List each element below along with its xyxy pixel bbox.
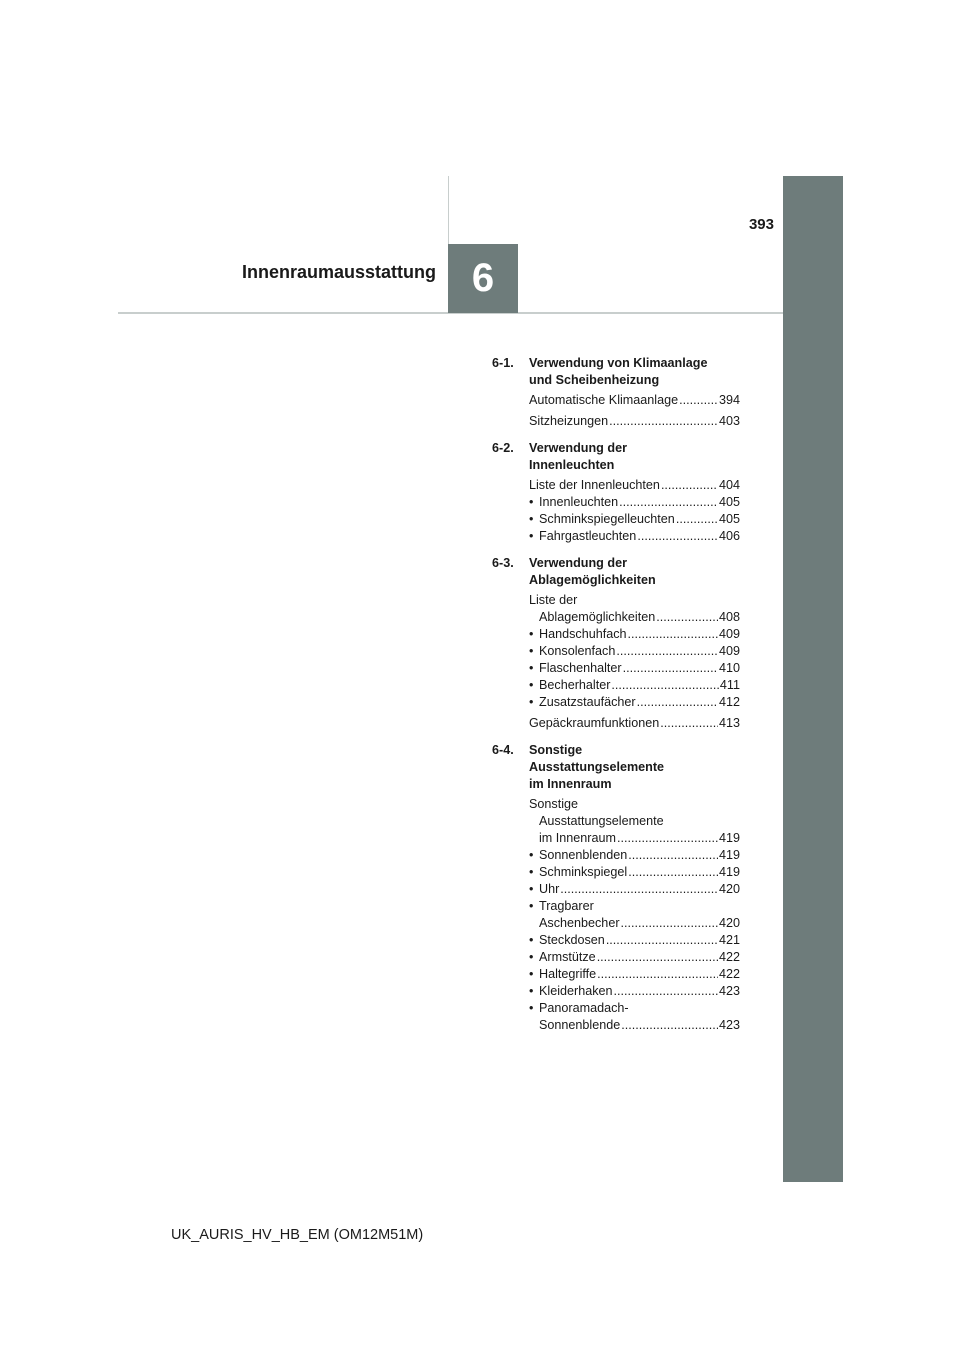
entry-label: Innenleuchten bbox=[539, 495, 619, 509]
entry-page: 411 bbox=[719, 678, 740, 692]
toc-section-6-2 bbox=[492, 440, 740, 545]
entry-label: Steckdosen bbox=[539, 933, 605, 947]
entry-page: 405 bbox=[718, 512, 740, 526]
entry-label: Liste der Innenleuchten bbox=[529, 478, 660, 492]
entry-label: Konsolenfach bbox=[539, 644, 616, 658]
entry-page: 413 bbox=[718, 716, 740, 730]
entry-label: Haltegriffe bbox=[539, 967, 597, 981]
dot-leader bbox=[623, 660, 718, 677]
dot-leader bbox=[619, 494, 718, 511]
section-number: 6-2. bbox=[492, 441, 514, 455]
entry-page: 419 bbox=[718, 865, 740, 879]
dot-leader bbox=[628, 864, 718, 881]
entry-label: Flaschenhalter bbox=[539, 661, 622, 675]
dot-leader bbox=[637, 694, 718, 711]
section-heading bbox=[492, 742, 740, 793]
entry-page: 404 bbox=[718, 478, 740, 492]
entry-label: Kleiderhaken bbox=[539, 984, 613, 998]
bullet-icon: • bbox=[529, 848, 534, 862]
dot-leader bbox=[660, 715, 718, 732]
section-number: 6-3. bbox=[492, 556, 514, 570]
toc-subentry[interactable] bbox=[529, 949, 740, 966]
toc-subentry[interactable] bbox=[529, 983, 740, 1000]
toc-entry[interactable] bbox=[529, 592, 740, 711]
entry-page: 408 bbox=[718, 610, 740, 624]
bullet-icon: • bbox=[529, 627, 534, 641]
section-title: Ablagemöglichkeiten bbox=[529, 573, 656, 587]
section-number: 6-4. bbox=[492, 743, 514, 757]
section-number: 6-1. bbox=[492, 356, 514, 370]
entry-page: 423 bbox=[718, 1018, 740, 1032]
table-of-contents bbox=[492, 355, 740, 1034]
entry-label: Schminkspiegel bbox=[539, 865, 628, 879]
section-heading bbox=[492, 355, 740, 389]
bullet-icon: • bbox=[529, 865, 534, 879]
entry-label: Gepäckraumfunktionen bbox=[529, 716, 660, 730]
bullet-icon: • bbox=[529, 933, 534, 947]
entry-label-line: Ausstattungselemente bbox=[539, 814, 664, 828]
toc-subentry[interactable] bbox=[529, 1000, 740, 1034]
chapter-number: 6 bbox=[471, 256, 495, 300]
entry-label: Ablagemöglichkeiten bbox=[539, 610, 656, 624]
dot-leader bbox=[606, 932, 718, 949]
bullet-icon: • bbox=[529, 984, 534, 998]
section-title: Verwendung von Klimaanlage bbox=[529, 356, 708, 370]
dot-leader bbox=[628, 847, 718, 864]
entry-label: Schminkspiegelleuchten bbox=[539, 512, 675, 526]
chapter-number-box bbox=[448, 244, 518, 313]
entry-page: 422 bbox=[718, 967, 740, 981]
entry-page: 421 bbox=[718, 933, 740, 947]
toc-entry[interactable] bbox=[529, 413, 740, 430]
entry-label: Handschuhfach bbox=[539, 627, 627, 641]
bullet-icon: • bbox=[529, 967, 534, 981]
entry-page: 405 bbox=[718, 495, 740, 509]
entry-label: Automatische Klimaanlage bbox=[529, 393, 679, 407]
entry-label-line: Panoramadach- bbox=[539, 1001, 629, 1015]
bullet-icon: • bbox=[529, 695, 534, 709]
entry-page: 420 bbox=[718, 882, 740, 896]
entry-label: Sonnenblenden bbox=[539, 848, 628, 862]
dot-leader bbox=[616, 643, 718, 660]
toc-entry[interactable] bbox=[529, 392, 740, 409]
bullet-icon: • bbox=[529, 1001, 534, 1015]
bullet-icon: • bbox=[529, 899, 534, 913]
toc-subentry[interactable] bbox=[529, 660, 740, 677]
toc-section-6-3 bbox=[492, 555, 740, 732]
bullet-icon: • bbox=[529, 882, 534, 896]
toc-subentry[interactable] bbox=[529, 898, 740, 932]
section-title: Verwendung der bbox=[529, 556, 627, 570]
footer-document-code: UK_AURIS_HV_HB_EM (OM12M51M) bbox=[171, 1227, 424, 1243]
section-title: Innenleuchten bbox=[529, 458, 615, 472]
toc-subentry[interactable] bbox=[529, 677, 740, 694]
bullet-icon: • bbox=[529, 512, 534, 526]
toc-subentry[interactable] bbox=[529, 643, 740, 660]
entry-label-line: Sonstige bbox=[529, 797, 579, 811]
chapter-side-tab bbox=[783, 176, 843, 1182]
entry-label: Uhr bbox=[539, 882, 560, 896]
toc-subentry[interactable] bbox=[529, 494, 740, 511]
entry-label: Aschenbecher bbox=[539, 916, 620, 930]
dot-leader bbox=[597, 949, 718, 966]
toc-entry[interactable] bbox=[529, 477, 740, 545]
toc-subentry[interactable] bbox=[529, 626, 740, 643]
dot-leader bbox=[614, 983, 718, 1000]
dot-leader bbox=[597, 966, 718, 983]
section-title: im Innenraum bbox=[529, 777, 612, 791]
toc-subentry[interactable] bbox=[529, 528, 740, 545]
bullet-icon: • bbox=[529, 529, 534, 543]
section-title: Ausstattungselemente bbox=[529, 760, 665, 774]
toc-entry[interactable] bbox=[529, 796, 740, 1034]
dot-leader bbox=[609, 413, 718, 430]
entry-label-line: Tragbarer bbox=[539, 899, 594, 913]
entry-page: 423 bbox=[718, 984, 740, 998]
toc-section-6-4 bbox=[492, 742, 740, 1034]
entry-page: 412 bbox=[718, 695, 740, 709]
entry-label: Becherhalter bbox=[539, 678, 611, 692]
entry-page: 419 bbox=[718, 831, 740, 845]
dot-leader bbox=[560, 881, 718, 898]
bullet-icon: • bbox=[529, 678, 534, 692]
bullet-icon: • bbox=[529, 495, 534, 509]
dot-leader bbox=[676, 511, 718, 528]
bullet-icon: • bbox=[529, 950, 534, 964]
entry-page: 406 bbox=[718, 529, 740, 543]
bullet-icon: • bbox=[529, 644, 534, 658]
toc-subentry[interactable] bbox=[529, 864, 740, 881]
entry-page: 410 bbox=[718, 661, 740, 675]
toc-subentry[interactable] bbox=[529, 694, 740, 711]
dot-leader bbox=[656, 609, 718, 626]
dot-leader bbox=[611, 677, 719, 694]
toc-subentry[interactable] bbox=[529, 847, 740, 864]
header-divider-vertical bbox=[448, 176, 449, 244]
section-title: Verwendung der bbox=[529, 441, 627, 455]
entry-page: 403 bbox=[718, 414, 740, 428]
dot-leader bbox=[621, 1017, 718, 1034]
dot-leader bbox=[637, 528, 718, 545]
section-title: Sonstige bbox=[529, 743, 583, 757]
entry-page: 420 bbox=[718, 916, 740, 930]
section-heading bbox=[492, 440, 740, 474]
page-number: 393 bbox=[748, 216, 774, 233]
entry-label: Armstütze bbox=[539, 950, 596, 964]
toc-subentry[interactable] bbox=[529, 932, 740, 949]
dot-leader bbox=[661, 477, 718, 494]
dot-leader bbox=[617, 830, 718, 847]
toc-subentry[interactable] bbox=[529, 511, 740, 528]
entry-label-line: Liste der bbox=[529, 593, 578, 607]
section-title: und Scheibenheizung bbox=[529, 373, 660, 387]
entry-label: Sonnenblende bbox=[539, 1018, 621, 1032]
entry-page: 422 bbox=[718, 950, 740, 964]
entry-page: 419 bbox=[718, 848, 740, 862]
bullet-icon: • bbox=[529, 661, 534, 675]
dot-leader bbox=[628, 626, 718, 643]
chapter-title: Innenraumausstattung bbox=[241, 262, 436, 282]
entry-page: 409 bbox=[718, 644, 740, 658]
toc-section-6-1 bbox=[492, 355, 740, 430]
entry-label: im Innenraum bbox=[539, 831, 616, 845]
dot-leader bbox=[621, 915, 718, 932]
entry-label: Sitzheizungen bbox=[529, 414, 609, 428]
toc-entry[interactable] bbox=[529, 715, 740, 732]
entry-label: Zusatzstaufächer bbox=[539, 695, 636, 709]
toc-subentry[interactable] bbox=[529, 881, 740, 898]
entry-label: Fahrgastleuchten bbox=[539, 529, 637, 543]
section-heading bbox=[492, 555, 740, 589]
entry-page: 394 bbox=[718, 393, 740, 407]
entry-page: 409 bbox=[718, 627, 740, 641]
toc-subentry[interactable] bbox=[529, 966, 740, 983]
dot-leader bbox=[679, 392, 718, 409]
